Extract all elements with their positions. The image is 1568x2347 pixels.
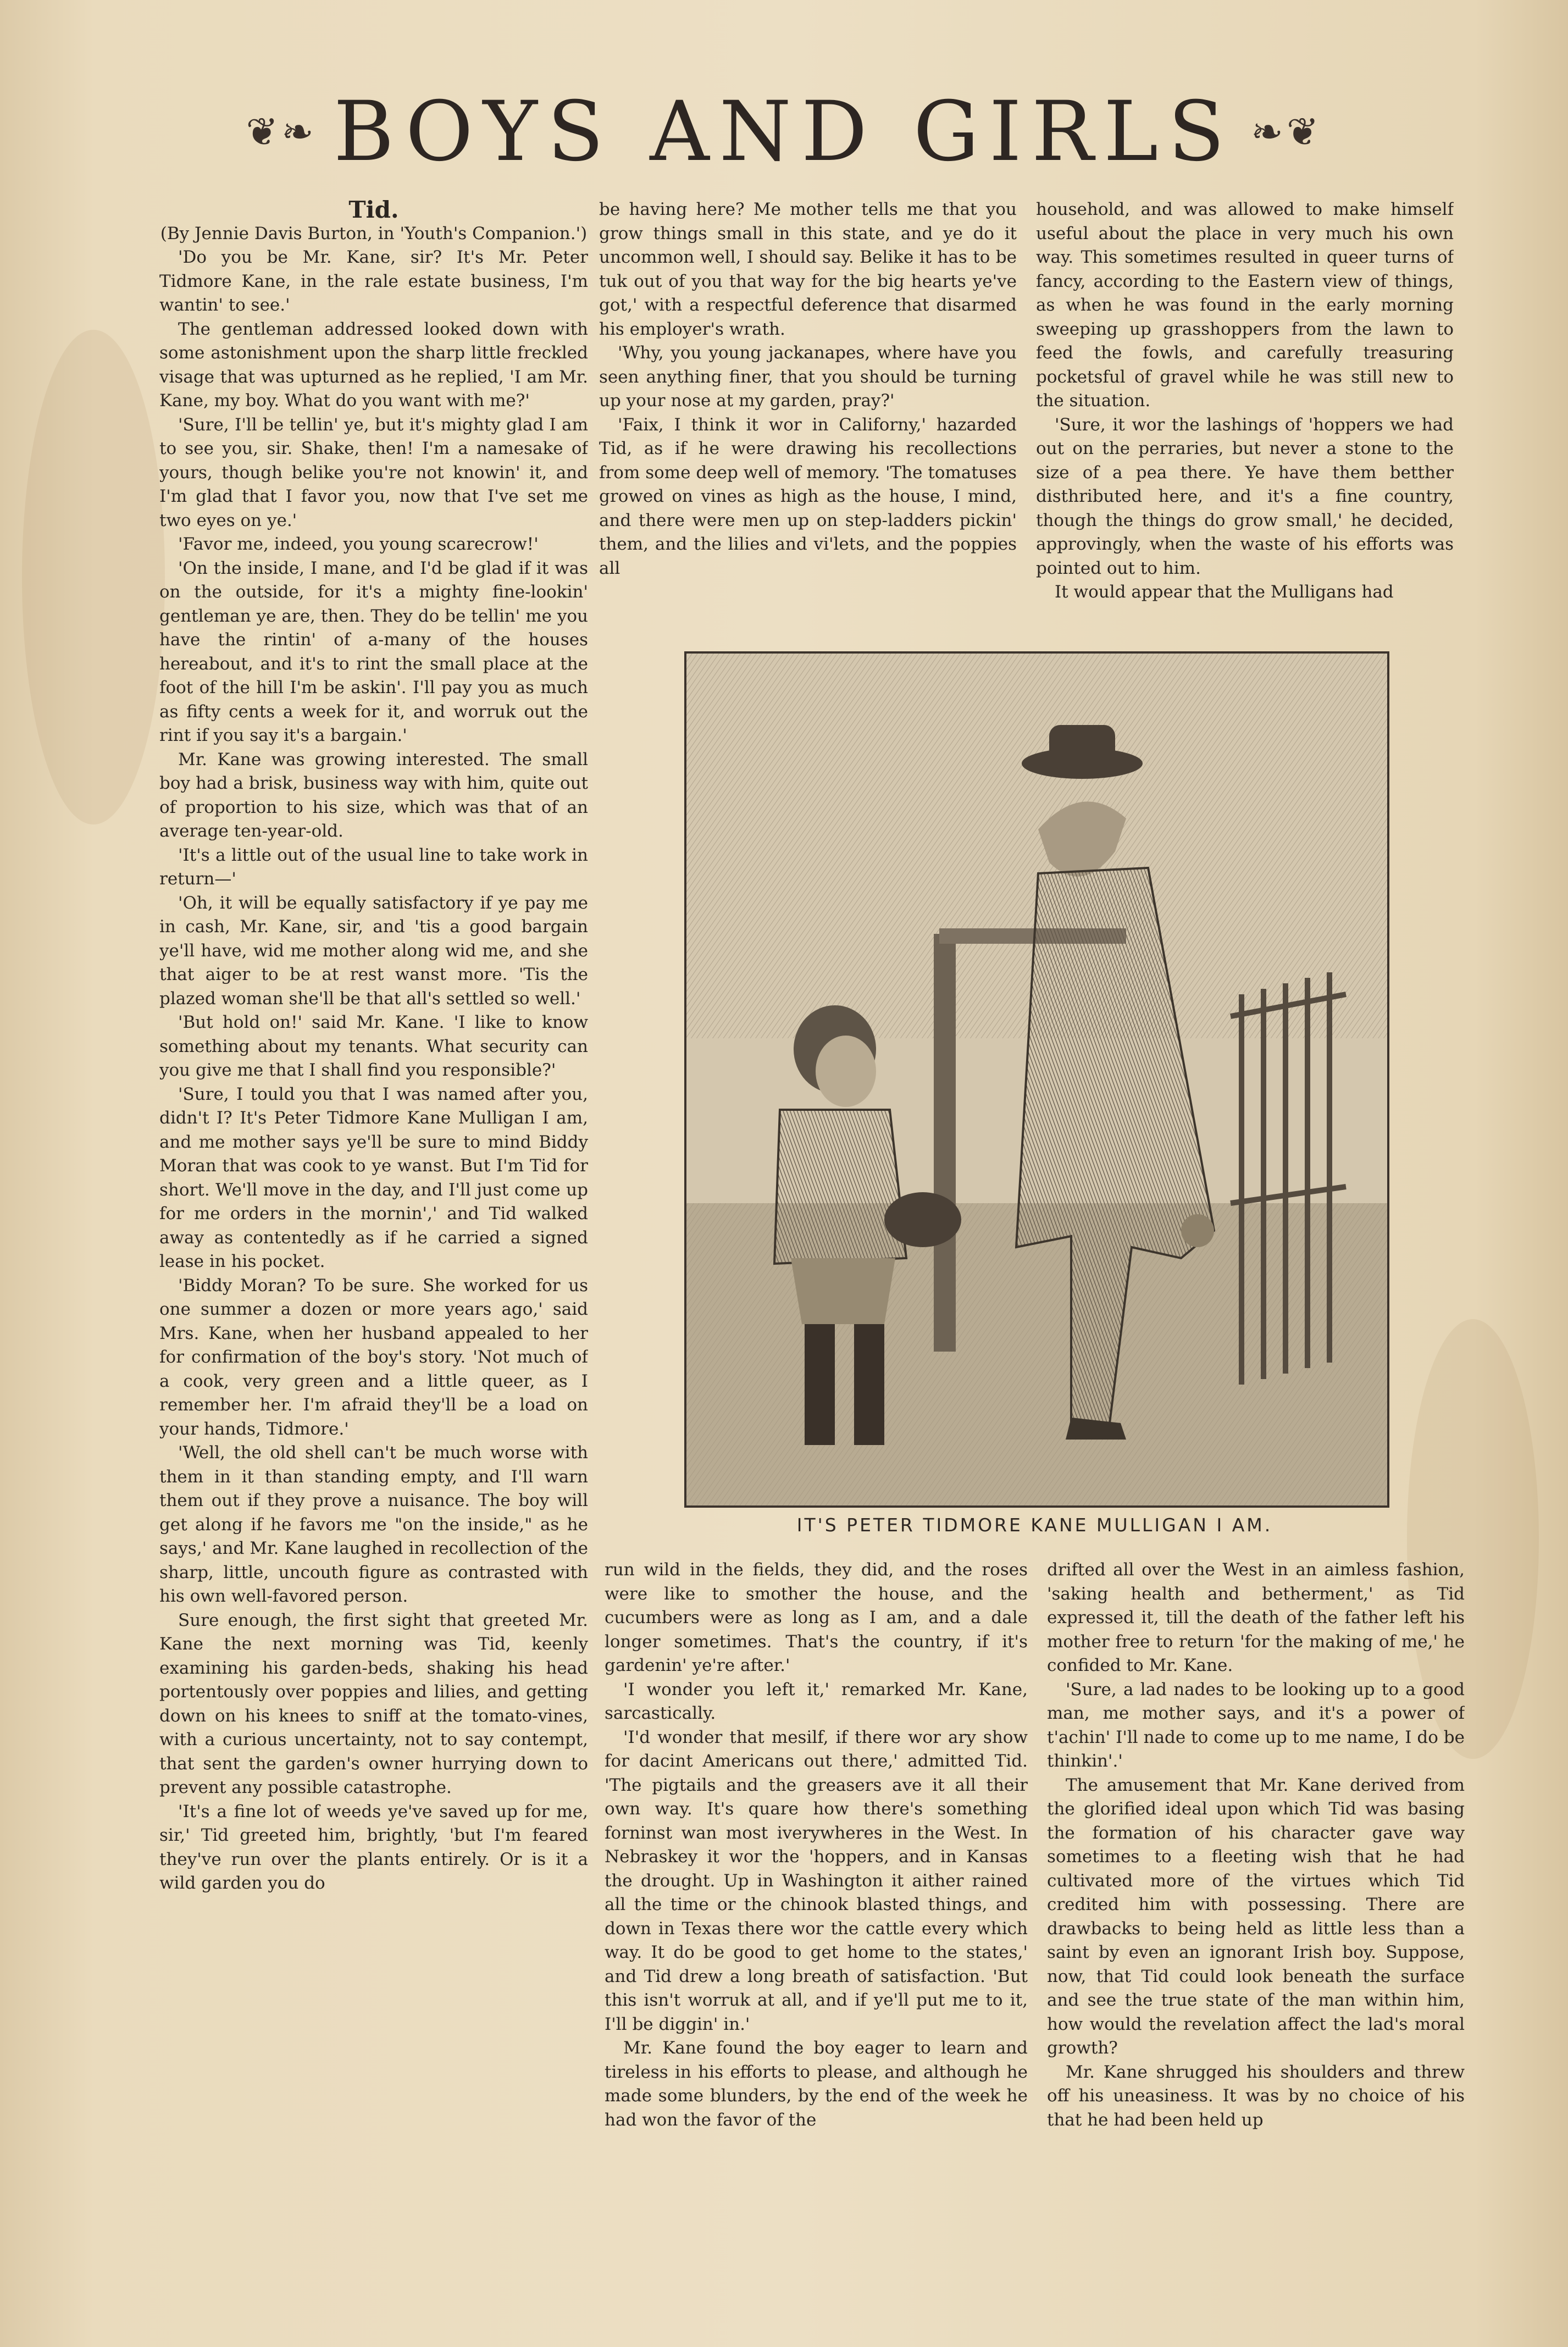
paragraph: 'But hold on!' said Mr. Kane. 'I like to know something about my tenants. What security can you give me that I shall find you responsible?': [159, 1012, 588, 1080]
paragraph: 'Favor me, indeed, you young scarecrow!': [178, 534, 539, 554]
ornament-right-icon: ❧❦: [1251, 109, 1322, 154]
column-1: [159, 198, 588, 2254]
section-masthead: [0, 82, 1568, 181]
paragraph: 'I wonder you left it,' remarked Mr. Kane, sarcastically.: [605, 1679, 1028, 1723]
column-3-bottom: [1047, 1558, 1465, 2199]
paragraph: It would appear that the Mulligans had: [1055, 582, 1394, 602]
paragraph: drifted all over the West in an aimless fashion, 'saking health and betherment,' as Tid expressed it, till the death of the father left his mother free to return 'for the making of me,' he confided to Mr. Kane.: [1047, 1560, 1465, 1675]
paragraph: 'It's a fine lot of weeds ye've saved up for me, sir,' Tid greeted him, brightly, 'but I'm feared they've run over the plants entirely. Or is it a wild garden you do: [159, 1801, 588, 1893]
paragraph: The amusement that Mr. Kane derived from the glorified ideal upon which Tid was basing the formation of his character gave way sometimes to a fleeting wish that he had cultivated more of the virtues which Tid credited him with possessing. There are drawbacks to being held as little less than a saint by even an ignorant Irish boy. Suppose, now, that Tid could look beneath the surface and see the true state of the man within him, how would the revelation affect the lad's moral growth?: [1047, 1775, 1465, 2058]
story-illustration: [684, 651, 1389, 1508]
column-2-bottom: [605, 1558, 1028, 2199]
paragraph: 'Oh, it will be equally satisfactory if ye pay me in cash, Mr. Kane, sir, and 'tis a good bargain ye'll have, wid me mother along wid me, and she that aiger to be at rest wanst more. 'Tis the plazed woman she'll be that all's settled so well.': [159, 893, 588, 1009]
paragraph: 'Why, you young jackanapes, where have you seen anything finer, that you should be turning up your nose at my garden, pray?': [599, 343, 1017, 411]
story-title: Tid.: [348, 198, 399, 223]
paragraph: household, and was allowed to make himself useful about the place in very much his own way. This sometimes resulted in queer turns of fancy, according to the Eastern view of things, as when he was found in the early morning sweeping up grasshoppers from the lawn to feed the fowls, and carefully treasuring pocketsful of gravel while he was still new to the situation.: [1036, 200, 1454, 411]
paragraph: 'Biddy Moran? To be sure. She worked for us one summer a dozen or more years ago,' said Mrs. Kane, when her husband appealed to her for confirmation of the boy's story. 'Not much of a cook, very green and a little queer, as I remember her. I'm afraid they'll be a load on your hands, Tidmore.': [159, 1275, 588, 1439]
paragraph: 'I'd wonder that mesilf, if there wor ary show for dacint Americans out there,' admitted Tid. 'The pigtails and the greasers ave it all their own way. It's quare how there's something forninst wan most iverywheres in the West. In Nebraskey it wor the 'hoppers, and in Kansas the drought. Up in Washington it aither rained all the time or the chinook blasted things, and down in Texas there wor the cattle every which way. It do be good to get home to the states,' and Tid drew a long breath of satisfaction. 'But this isn't worruk at all, and if ye'll put me to it, I'll be diggin' in.': [605, 1727, 1028, 2034]
section-title: BOYS AND GIRLS: [333, 84, 1235, 180]
paragraph: 'On the inside, I mane, and I'd be glad if it was on the outside, for it's a mighty fine-lookin' gentleman ye are, then. They do be tellin' me you have the rintin' of a-many of the houses hereabout, and it's to rint the small place at the foot of the hill I'm be askin'. I'll pay you as much as fifty cents a week for it, and worruk out the rint if you say it's a bargain.': [159, 558, 588, 745]
man-and-boy-engraving: [686, 654, 1387, 1505]
ornament-left-icon: ❦❧: [246, 109, 317, 154]
paragraph: 'Sure, it wor the lashings of 'hoppers we had out on the perraries, but never a stone to the size of a pea there. Ye have them betther disthributed here, and it's a fine country, though the things do grow small,' he decided, approvingly, when the waste of his efforts was pointed out to him.: [1036, 414, 1454, 578]
paragraph: be having here? Me mother tells me that you grow things small in this state, and ye do it uncommon well, I should say. Belike it has to be tuk out of you that way for the big hearts ye've got,' with a respectful deference that disarmed his employer's wrath.: [599, 200, 1017, 339]
paragraph: 'Do you be Mr. Kane, sir? It's Mr. Peter Tidmore Kane, in the rale estate business, I'm wantin' to see.': [159, 247, 588, 315]
paragraph: Mr. Kane found the boy eager to learn and tireless in his efforts to please, and although he made some blunders, by the end of the week he had won the favor of the: [605, 2038, 1028, 2130]
paragraph: 'Sure, a lad nades to be looking up to a good man, me mother says, and it's a power of t'achin' I'll nade to come up to me name, I do be thinkin'.': [1047, 1679, 1465, 1771]
paragraph: 'Faix, I think it wor in Californy,' hazarded Tid, as if he were drawing his recollections from some deep well of memory. 'The tomatuses growed on vines as high as the house, I mind, and there were men up on step-ladders pickin' them, and the lilies and vi'lets, and the poppies all: [599, 414, 1017, 578]
paragraph: 'Well, the old shell can't be much worse with them in it than standing empty, and I'll warn them out if they prove a nuisance. The boy will get along if he favors me "on the inside," as he says,' and Mr. Kane laughed in recollection of the sharp, little, uncouth figure as contrasted with his own well-favored person.: [159, 1443, 588, 1606]
paper-stain: [22, 330, 165, 824]
paragraph: run wild in the fields, they did, and the roses were like to smother the house, and the cucumbers were as long as I am, and a dale longer sometimes. That's the country, if it's gardenin' ye're after.': [605, 1560, 1028, 1675]
paragraph: 'It's a little out of the usual line to take work in return—': [159, 845, 588, 889]
paragraph: Mr. Kane was growing interested. The small boy had a brisk, business way with him, quite out of proportion to his size, which was that of an average ten-year-old.: [159, 749, 588, 841]
story-byline: (By Jennie Davis Burton, in 'Youth's Companion.'): [160, 223, 588, 243]
paragraph: Sure enough, the first sight that greeted Mr. Kane the next morning was Tid, keenly examining his garden-beds, shaking his head portentously over poppies and lilies, and getting down on his knees to sniff at the tomato-vines, with a curious uncertainty, not to say contempt, that sent the garden's owner hurrying down to prevent any possible catastrophe.: [159, 1610, 588, 1797]
column-2-top: [599, 198, 1017, 632]
illustration-caption: IT'S PETER TIDMORE KANE MULLIGAN I AM.: [796, 1514, 1273, 1536]
paragraph: 'Sure, I tould you that I was named after you, didn't I? It's Peter Tidmore Kane Mulligan I am, and me mother says ye'll be sure to mind Biddy Moran that was cook to ye wanst. But I'm Tid for short. We'll move in the day, and I'll just come up for me orders in the mornin',' and Tid walked away as contentedly as if he carried a signed lease in his pocket.: [159, 1084, 588, 1271]
paragraph: Mr. Kane shrugged his shoulders and threw off his uneasiness. It was by no choice of his that he had been held up: [1047, 2062, 1465, 2130]
paragraph: 'Sure, I'll be tellin' ye, but it's mighty glad I am to see you, sir. Shake, then! I'm a namesake of yours, though belike you're not knowin' it, and I'm glad that I favor you, now that I've set me two eyes on ye.': [159, 414, 588, 530]
paragraph: The gentleman addressed looked down with some astonishment upon the sharp little freckled visage that was upturned as he replied, 'I am Mr. Kane, my boy. What do you want with me?': [159, 319, 588, 411]
column-3-top: [1036, 198, 1454, 632]
